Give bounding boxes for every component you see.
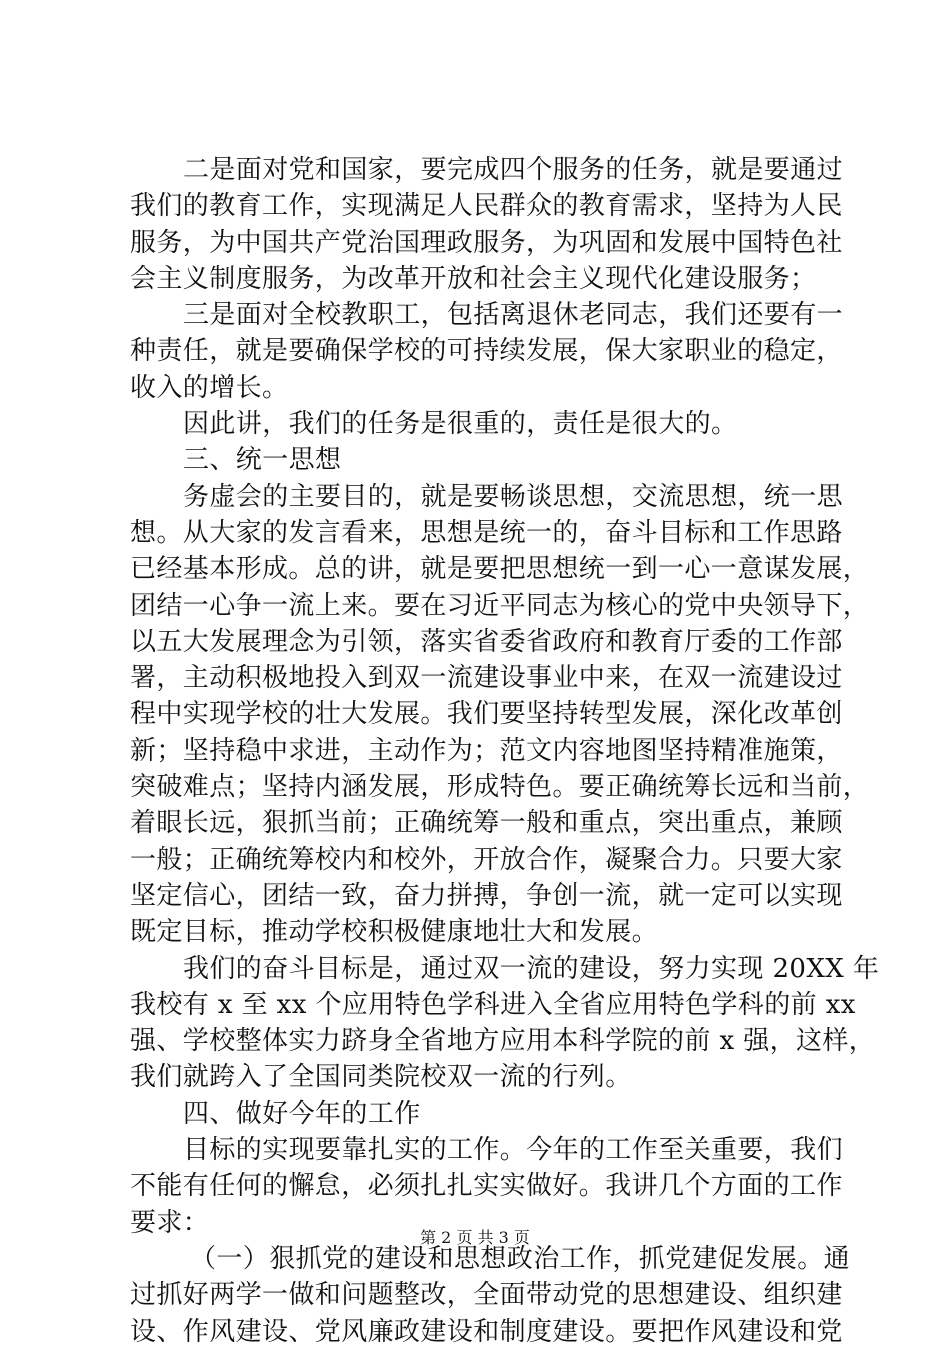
document-body bbox=[130, 152, 880, 1350]
text-line: （一）狠抓党的建设和思想政治工作，抓党建促发展。通 bbox=[190, 1243, 851, 1274]
text-line: 种责任，就是要确保学校的可持续发展，保大家职业的稳定， bbox=[130, 336, 843, 367]
text-line: 强、学校整体实力跻身全省地方应用本科学院的前 x 强，这样， bbox=[130, 1026, 876, 1057]
text-line: 务虚会的主要目的，就是要畅谈思想，交流思想，统一思 bbox=[183, 481, 844, 512]
text-line: 三、统一思想 bbox=[183, 445, 342, 476]
text-line: 四、做好今年的工作 bbox=[183, 1098, 421, 1129]
text-line: 我们的奋斗目标是，通过双一流的建设，努力实现 20XX 年 bbox=[183, 953, 880, 984]
text-line: 二是面对党和国家，要完成四个服务的任务，就是要通过 bbox=[183, 155, 844, 185]
text-line: 一般；正确统筹校内和校外，开放合作，凝聚合力。只要大家 bbox=[130, 844, 843, 875]
text-line: 团结一心争一流上来。要在习近平同志为核心的党中央领导下， bbox=[130, 590, 870, 621]
text-line: 设、作风建设、党风廉政建设和制度建设。要把作风建设和党 bbox=[130, 1316, 843, 1347]
text-line: 想。从大家的发言看来，思想是统一的，奋斗目标和工作思路 bbox=[130, 517, 843, 548]
page-footer: 第 2 页 共 3 页 bbox=[420, 1228, 530, 1247]
text-line: 目标的实现要靠扎实的工作。今年的工作至关重要，我们 bbox=[183, 1135, 844, 1166]
text-line: 以五大发展理念为引领，落实省委省政府和教育厅委的工作部 bbox=[130, 626, 843, 657]
text-line: 既定目标，推动学校积极健康地壮大和发展。 bbox=[130, 917, 659, 948]
text-line: 过抓好两学一做和问题整改，全面带动党的思想建设、组织建 bbox=[130, 1280, 843, 1311]
text-line: 坚定信心，团结一致，奋力拼搏，争创一流，就一定可以实现 bbox=[130, 880, 843, 911]
text-line: 我校有 x 至 xx 个应用特色学科进入全省应用特色学科的前 xx bbox=[130, 989, 856, 1020]
text-line: 我们的教育工作，实现满足人民群众的教育需求，坚持为人民 bbox=[130, 191, 843, 222]
text-line: 程中实现学校的壮大发展。我们要坚持转型发展，深化改革创 bbox=[130, 699, 843, 730]
text-line: 突破难点；坚持内涵发展，形成特色。要正确统筹长远和当前， bbox=[130, 772, 870, 803]
text-line: 已经基本形成。总的讲，就是要把思想统一到一心一意谋发展， bbox=[130, 554, 870, 585]
text-line: 要求： bbox=[130, 1207, 210, 1238]
text-line: 不能有任何的懈怠，必须扎扎实实做好。我讲几个方面的工作 bbox=[130, 1171, 843, 1202]
text-line: 三是面对全校教职工，包括离退休老同志，我们还要有一 bbox=[183, 300, 844, 331]
text-line: 收入的增长。 bbox=[130, 372, 289, 403]
text-line: 服务，为中国共产党治国理政服务，为巩固和发展中国特色社 bbox=[130, 227, 843, 258]
text-line: 着眼长远，狠抓当前；正确统筹一般和重点，突出重点，兼顾 bbox=[130, 808, 843, 839]
text-line: 署，主动积极地投入到双一流建设事业中来，在双一流建设过 bbox=[130, 663, 843, 694]
text-line: 我们就跨入了全国同类院校双一流的行列。 bbox=[130, 1062, 632, 1093]
text-line: 会主义制度服务，为改革开放和社会主义现代化建设服务； bbox=[130, 263, 817, 294]
text-line: 新；坚持稳中求进，主动作为；范文内容地图坚持精准施策， bbox=[130, 735, 843, 766]
text-line: 因此讲，我们的任务是很重的，责任是很大的。 bbox=[183, 409, 738, 440]
